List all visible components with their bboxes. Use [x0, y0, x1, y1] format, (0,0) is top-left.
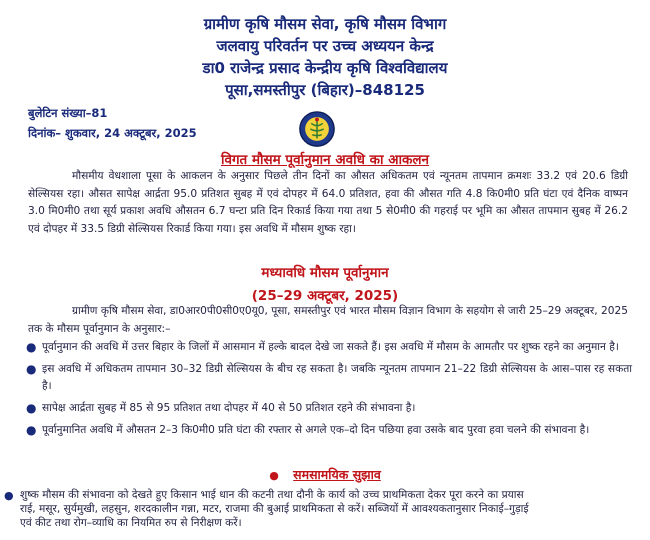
advice-line-1: शुष्क मौसम की संभावना को देखते हुए किसान भाई धान की कटनी तथा दौनी के कार्य को उच्च प्राथमिकता देकर पूरा करने का प्रयास: [20, 489, 524, 501]
header-line-3: डा0 राजेन्द्र प्रसाद केन्द्रीय कृषि विश्वविद्यालय: [202, 59, 448, 77]
bullet-icon: ●: [26, 362, 37, 376]
past-weather-text: [28, 168, 628, 238]
forecast-intro: [28, 303, 628, 338]
advice-bullet-icon: ●: [269, 469, 279, 482]
advice-text: [0, 488, 650, 530]
header-line-1: ग्रामीण कृषि मौसम सेवा, कृषि मौसम विभाग: [203, 15, 447, 33]
advice-title-text: समसामयिक सुझाव: [293, 467, 381, 482]
bullet-icon: ●: [4, 489, 14, 502]
forecast-range: (25–29 अक्टूबर, 2025): [251, 288, 399, 304]
forecast-intro-text: ग्रामीण कृषि मौसम सेवा, डा0आर0पी0सी0ए0यू0, पूसा, समस्तीपुर एवं भारत मौसम विज्ञान विभाग के सहयोग से जारी 25–29 अक्टूबर, 2025 तक के मौसम पूर्वानुमान के अनुसार:–: [28, 305, 628, 335]
past-weather-title: विगत मौसम पूर्वानुमान अवधि का आकलन: [220, 152, 430, 168]
university-emblem-icon: [298, 110, 336, 148]
forecast-list: [22, 339, 632, 444]
bullet-icon: ●: [26, 340, 37, 354]
bullet-icon: ●: [26, 401, 37, 415]
advice-line-3: एवं कीट तथा रोग–व्याधि का नियमित रुप से निरीक्षण करें।: [20, 517, 242, 529]
header-line-4: पूसा,समस्तीपुर (बिहार)–848125: [225, 81, 425, 99]
list-item: ● इस अवधि में अधिकतम तापमान 30–32 डिग्री सेल्सियस के बीच रह सकता है। जबकि न्यूनतम तापमान 21–22 डिग्री सेल्सियस के आस–पास रह सकता है।: [26, 362, 632, 392]
list-item: ● पूर्वानुमान की अवधि में उत्तर बिहार के जिलों में आसमान में हल्के बादल देखे जा सकते हैं। इस अवधि में मौसम के आमतौर पर शुष्क रहने का अनुमान है।: [26, 340, 619, 354]
list-item: ● सापेक्ष आर्द्रता सुबह में 85 से 95 प्रतिशत तथा दोपहर में 40 से 50 प्रतिशत रहने की संभावना है।: [26, 401, 416, 415]
bulletin-number: बुलेटिन संख्या–81: [28, 106, 108, 120]
advice-title: [0, 466, 650, 483]
past-weather-body: मौसमीय वेधशाला पूसा के आकलन के अनुसार पिछले तीन दिनों का औसत अधिकतम एवं न्यूनतम तापमान क्रमशः 33.2 एवं 20.6 डिग्री सेल्सियस रहा। औसत सापेक्ष आर्द्रता 95.0 प्रतिशत सुबह में एवं दोपहर में 64.0 प्रतिशत, हवा की औसत गति 4.8 कि0मी0 प्रति घंटा एवं दैनिक वाष्पन 3.0 मि0मी0 तथा सूर्य प्रकाश अवधि औसतन 6.7 घन्टा प्रति दिन रिकार्ड किया गया तथा 5 से0मी0 की गहराई पर भूमि का औसत तापमान सुबह में 26.2 एवं दोपहर में 33.5 डिग्री सेल्सियस रिकार्ड किया गया। इस अवधि में मौसम शुष्क रहा।: [28, 170, 628, 235]
list-item: ● पूर्वानुमानित अवधि में औसतन 2–3 कि0मी0 प्रति घंटा की रफ्तार से अगले एक–दो दिन पछिया हवा उसके बाद पुरवा हवा चलने की संभावना है।: [26, 423, 590, 437]
forecast-title: मध्यावधि मौसम पूर्वानुमान: [261, 265, 389, 281]
header-line-2: जलवायु परिवर्तन पर उच्च अध्ययन केन्द्र: [216, 37, 434, 55]
bullet-icon: ●: [26, 423, 37, 437]
bulletin-date: दिनांक– शुकवार, 24 अक्टूबर, 2025: [28, 126, 197, 140]
advice-line-2: राई, मसूर, सुर्यमुखी, लहसुन, शरदकालीन गन्ना, मटर, राजमा की बुआई प्राथमिकता से करें। सब्जियों में आवश्यकतानुसार निकाई–गुड़ाई: [20, 503, 529, 515]
